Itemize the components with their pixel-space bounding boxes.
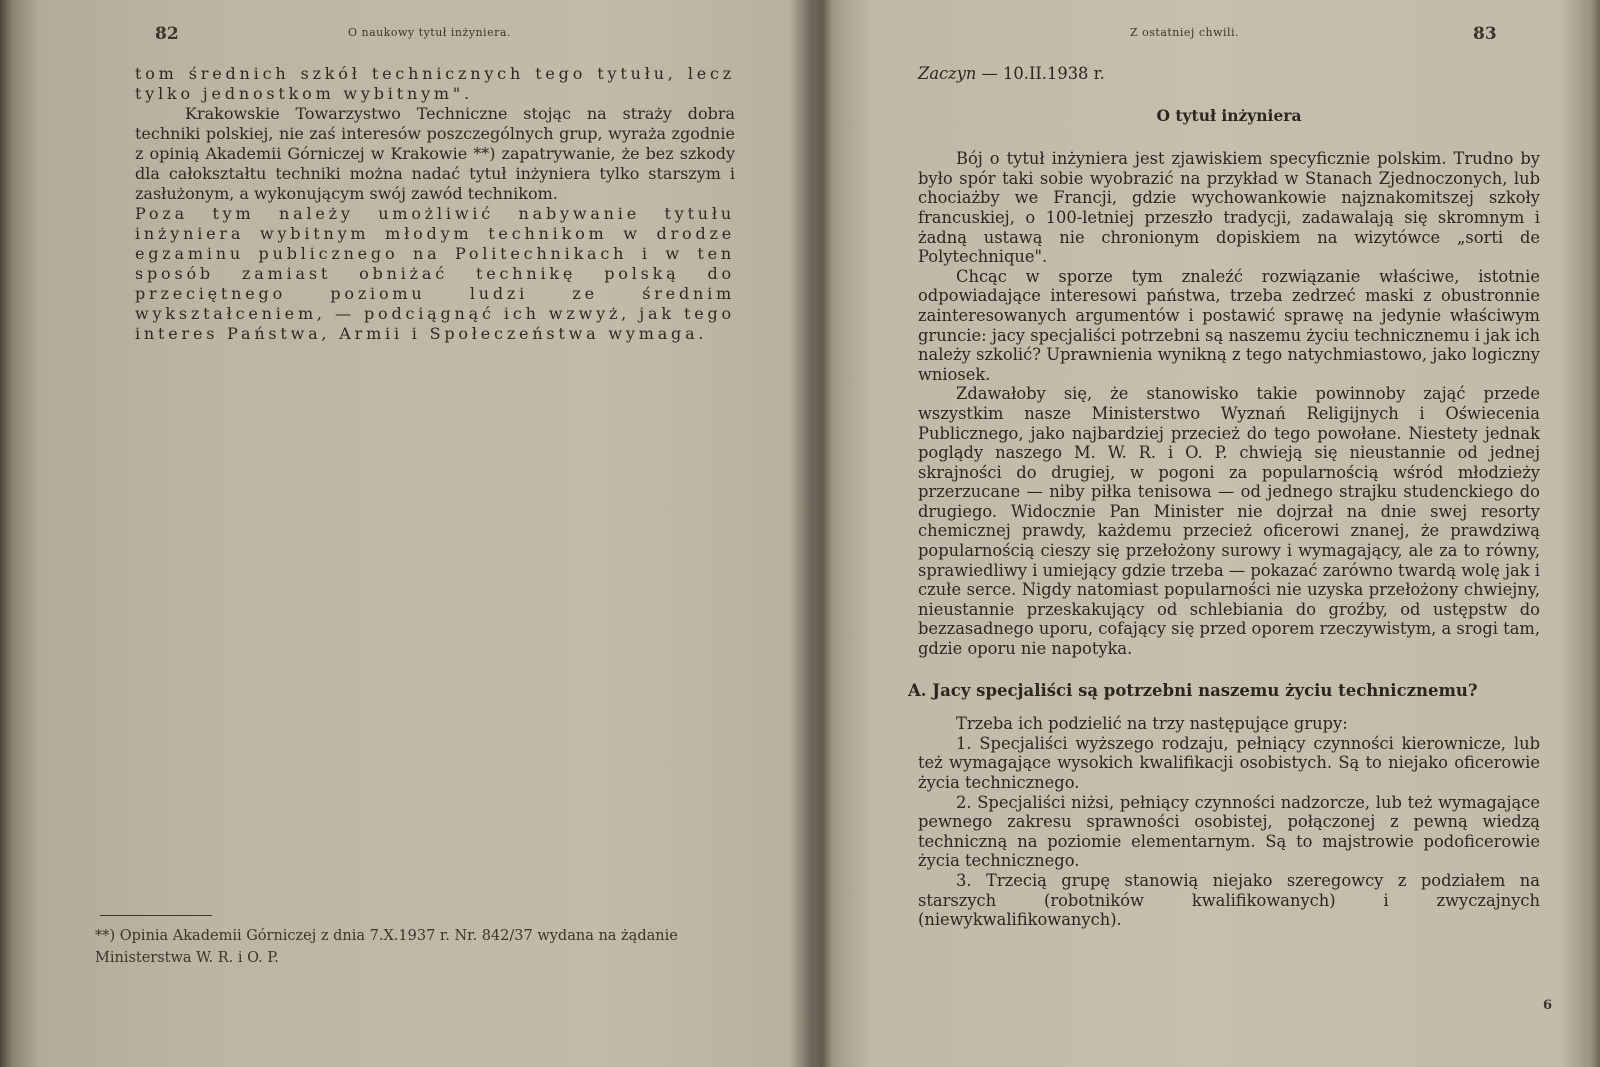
right-body-text [908, 64, 1541, 930]
left-paragraph: tom średnich szkół technicznych tego tytułu, lecz tylko jednostkom wybitnym". [135, 64, 735, 103]
right-paragraph: Zdawałoby się, że stanowisko takie powinnoby zająć przede wszystkim nasze Ministerstwo Wyznań Religijnych i Oświecenia Publicznego, jako najbardziej przecież do tego powołane. Niestety jednak poglądy naszego M. W. R. i O. P. chwieją się nieustannie od jednej skrajności do drugiej, w pogoni za popularnością wśród młodzieży przerzucane — niby piłka tenisowa — od jednego strajku studenckiego do drugiego. Widocznie Pan Minister nie dojrzał na dnie swej resorty chemicznej prawdy, każdemu przecież oficerowi znanej, że prawdziwą popularnością cieszy się przełożony surowy i wymagający, ale za to równy, sprawiedliwy i umiejący gdzie trzeba — pokazać zarówno twardą wolę jak i czułe serce. Nigdy natomiast popularności nie uzyska przełożony chwiejny, nieustannie przeskakujący od schlebiania do groźby, od ustępstw do bezzasadnego uporu, cofający się przed oporem rzeczywistym, a srogi tam, gdzie oporu nie napotyka. [918, 384, 1541, 659]
article-title: O tytuł inżyniera [1156, 105, 1302, 125]
left-paragraph: Poza tym należy umożliwić nabywanie tytułu inżyniera wybitnym młodym technikom w drodze egzaminu publicznego na Politechnikach i w ten sposób zamiast obniżać technikę polską do przeciętnego poziomu ludzi ze średnim wykształceniem, — podciągnąć ich wzwyż, jak tego interes Państwa, Armii i Społeczeństwa wymaga. [135, 204, 735, 343]
section-paragraph: 1. Specjaliści wyższego rodzaju, pełniący czynności kierownicze, lub też wymagające wysokich kwalifikacji osobistych. Są to niejako oficerowie życia technicznego. [918, 733, 1540, 792]
left-paragraph: Krakowskie Towarzystwo Techniczne stojąc na straży dobra techniki polskiej, nie zaś interesów poszczególnych grup, wyraża zgodnie z opinią Akademii Górniczej w Krakowie **) zapatrywanie, że bez szkody dla całokształtu techniki można nadać tytuł inżyniera tylko starszym i zasłużonym, a wykonującym swój zawód technikom. [135, 104, 735, 203]
left-running-head: O naukowy tytuł inżyniera. [348, 26, 511, 39]
signature-mark: 6 [1543, 998, 1553, 1013]
left-body-text [135, 64, 735, 344]
dateline-date: — 10.II.1938 r. [981, 64, 1105, 83]
section-paragraph: Trzeba ich podzielić na trzy następujące grupy: [956, 714, 1348, 734]
right-paragraph: Chcąc w sporze tym znaleźć rozwiązanie właściwe, istotnie odpowiadające interesowi państwa, trzeba zedrzeć maski z obustronnie zainteresowanych argumentów i postawić sprawę na jedynie właściwym gruncie: jacy specjaliści potrzebni są naszemu życiu technicznemu i jak ich należy szkolić? Uprawnienia wynikną z tego natychmiastowo, jako logiczny wniosek. [918, 266, 1540, 384]
right-page-number: 83 [1473, 24, 1497, 44]
section-paragraph: 3. Trzecią grupę stanowią niejako szeregowcy z podziałem na starszych (robotników kwalifikowanych) i zwyczajnych (niewykwalifikowanych). [918, 870, 1540, 930]
left-page-number: 82 [155, 24, 179, 44]
section-paragraph: 2. Specjaliści niżsi, pełniący czynności nadzorcze, lub też wymagające pewnego zakresu sprawności osobistej, połączonej z pewną wiedzą techniczną na poziomie elementarnym. Są to majstrowie podoficerowie życia technicznego. [918, 792, 1540, 871]
footnote-rule [100, 915, 212, 916]
right-running-head: Z ostatniej chwili. [1130, 26, 1240, 39]
section-heading: A. Jacy specjaliści są potrzebni naszemu życiu technicznemu? [908, 680, 1478, 700]
footnote: **) Opinia Akademii Górniczej z dnia 7.X.1937 r. Nr. 842/37 wydana na żądanie Ministerstwa W. R. i O. P. [95, 928, 678, 966]
right-paragraph: Bój o tytuł inżyniera jest zjawiskiem specyficznie polskim. Trudno by było spór taki sobie wyobrazić na przykład w Stanach Zjednoczonych, lub chociażby we Francji, gdzie wychowankowie najznakomitszej szkoły francuskiej, o 100-letniej przeszło tradycji, zadawalają się skromnym i żadną ustawą nie chronionym dopiskiem na wizytówce „sorti de Polytechnique". [918, 149, 1540, 267]
dateline [918, 64, 1540, 84]
dateline-source: Zaczyn [918, 64, 977, 83]
